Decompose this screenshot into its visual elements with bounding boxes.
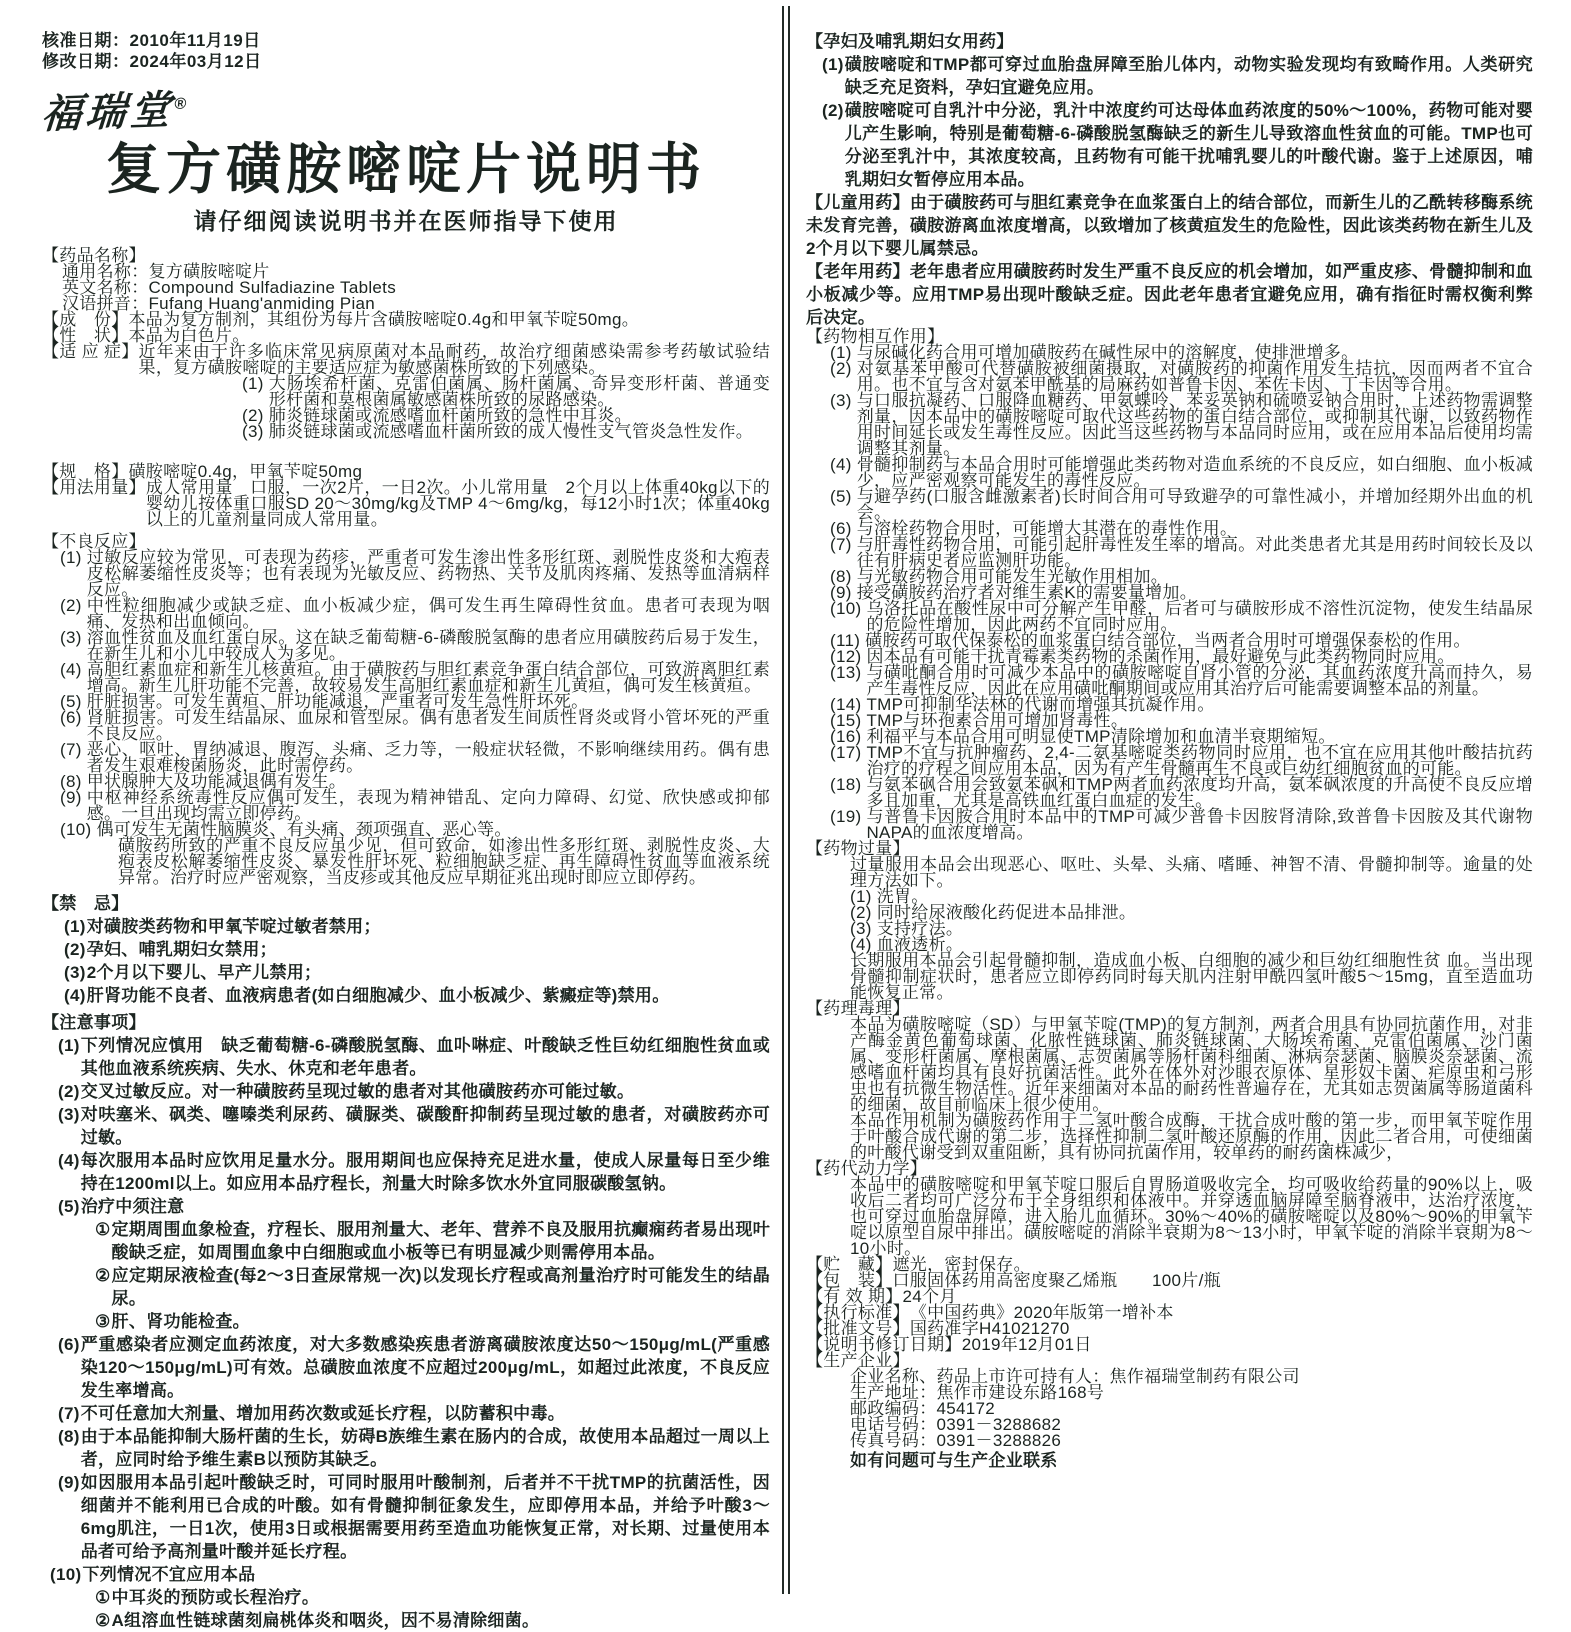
item-text: 利福平与本品合用可明显使TMP清除增加和血清半衰期缩短。	[866, 727, 1336, 746]
item-text: 国药准字H41021270	[909, 1319, 1070, 1338]
item-text: 偶可发生无菌性脑膜炎、有头痛、颈项强直、恶心等。	[96, 820, 512, 839]
item-text: 本品为白色片。	[128, 326, 250, 345]
list-item	[806, 53, 1533, 99]
paragraph	[806, 1177, 1533, 1257]
list-item	[42, 1218, 770, 1264]
item-marker: (10)	[60, 820, 92, 839]
item-text: 与尿碱化药合用可增加磺胺药在碱性尿中的溶解度，使排泄增多。	[856, 343, 1359, 362]
section-geriatric	[806, 260, 1533, 329]
item-text: 同时给尿液酸化药促进本品排泄。	[876, 903, 1137, 922]
item-text: 肺炎链球菌或流感嗜血杆菌所致的急性中耳炎。	[268, 406, 632, 425]
item-marker: (1)	[850, 887, 872, 906]
list-item	[806, 489, 1533, 521]
field-revision-date	[806, 1337, 1533, 1353]
item-text: 磺胺嘧啶可自乳汁中分泌，乳汁中浓度约可达母体血药浓度的50%～100%，药物可能对婴儿产生影响，特别是葡萄糖-6-磷酸脱氢酶缺乏的新生儿导致溶血性贫血的可能。TMP也可分泌至乳汁中，其浓度较高，且药物有可能干扰哺乳婴儿的叶酸代谢。鉴于上述原因，哺乳期妇女暂停应用本品。	[844, 101, 1533, 189]
item-marker: (10)	[830, 599, 862, 618]
item-text: 肾脏损害。可发生结晶尿、血尿和管型尿。偶有患者发生间质性肾炎或肾小管坏死的严重不良反应。	[86, 708, 770, 743]
item-marker: (6)	[58, 1335, 80, 1354]
item-text: 《中国药典》2020年版第一增补本	[909, 1303, 1174, 1322]
item-marker: (9)	[58, 1473, 80, 1492]
item-text: 磺胺药可取代保泰松的血浆蛋白结合部位，当两者合用时可增强保泰松的作用。	[865, 631, 1471, 650]
list-item	[806, 745, 1533, 777]
item-marker: (2)	[830, 359, 852, 378]
item-text: 溶血性贫血及血红蛋白尿。这在缺乏葡萄糖-6-磷酸脱氢酶的患者应用磺胺药后易于发生，在新生儿和小儿中较成人为多见。	[86, 628, 770, 663]
list-item	[42, 1103, 770, 1149]
item-text: 英文名称：Compound Sulfadiazine Tablets	[62, 278, 396, 297]
item-marker: (2)	[850, 903, 872, 922]
item-marker: (17)	[830, 743, 862, 762]
item-text: 不可任意加大剂量、增加用药次数或延长疗程，以防蓄积中毒。	[80, 1404, 566, 1423]
item-text: 高胆红素血症和新生儿核黄疸。由于磺胺药与胆红素竞争蛋白结合部位，可致游离胆红素增高。新生儿肝功能不完善，故较易发生高胆红素血症和新生儿黄疸，偶可发生核黄疸。	[86, 660, 770, 695]
section-label: 【老年用药】	[806, 262, 910, 281]
item-text: 交叉过敏反应。对一种磺胺药呈现过敏的患者对其他磺胺药亦可能过敏。	[80, 1082, 635, 1101]
item-text: 大肠埃希杆菌、克雷伯菌属、肠杆菌属、奇异变形杆菌、普通变形杆菌和莫根菌属敏感菌株所致的尿路感染。	[268, 374, 770, 409]
item-text: 与口服抗凝药、口服降血糖药、甲氨蝶呤、苯妥英钠和硫喷妥钠合用时，上述药物需调整剂量，因本品中的磺胺嘧啶可取代这些药物的蛋白结合部位，或抑制其代谢，以致药物作用时间延长或发生毒性反应。因此当这些药物与本品同时应用，或在应用本品后使用均需调整其剂量。	[856, 391, 1533, 458]
item-marker: (19)	[830, 807, 862, 826]
item-text: 血液透析。	[876, 935, 964, 954]
item-marker: (4)	[60, 660, 82, 679]
section-heading-precautions	[42, 1011, 770, 1034]
item-text: 下列情况不宜应用本品	[82, 1565, 256, 1584]
list-item	[42, 662, 770, 694]
right-sections	[806, 30, 1533, 1472]
column-divider-inner	[788, 6, 790, 1594]
right-column	[806, 30, 1533, 1472]
item-text: 本品中的磺胺嘧啶和甲氧苄啶口服后自胃肠道吸收完全，均可吸收给药量的90%以上，吸收后二者均可广泛分布于全身组织和体液中。并穿透血脑屏障至脑脊液中，达治疗浓度，也可穿过血胎盘屏障，进入胎儿血循环。30%～40%的磺胺嘧啶以及80%～90%的甲氧苄啶以原型自尿中排出。磺胺嘧啶的消除半衰期为8～13小时，甲氧苄啶的消除半衰期为8～10小时。	[850, 1175, 1533, 1258]
item-text: 生产地址：焦作市建设东路168号	[850, 1383, 1105, 1402]
item-text: 严重感染者应测定血药浓度，对大多数感染疾患者游离磺胺浓度达50～150μg/mL(严重感染120～150μg/mL)可有效。总磺胺血浓度不应超过200μg/mL，如超过此浓度，不良反应发生率增高。	[80, 1335, 770, 1400]
item-text: 近年来由于许多临床常见病原菌对本品耐药，故治疗细菌感染需参考药敏试验结果，复方磺胺嘧啶的主要适应症为敏感菌株所致的下列感染。	[138, 342, 770, 377]
item-marker: (8)	[830, 567, 852, 586]
paragraph	[806, 1017, 1533, 1113]
item-marker: ①	[95, 1588, 111, 1607]
list-item	[806, 99, 1533, 191]
field-dosage	[42, 480, 770, 528]
item-marker: (7)	[58, 1404, 80, 1423]
field-indications	[42, 344, 770, 376]
list-item	[42, 984, 770, 1007]
item-marker: (3)	[64, 963, 86, 982]
item-marker: (2)	[64, 940, 86, 959]
item-marker: (18)	[830, 775, 862, 794]
item-marker: (14)	[830, 695, 862, 714]
item-text: TMP与环孢素合用可增加肾毒性。	[866, 711, 1129, 730]
item-marker: (3)	[58, 1105, 80, 1124]
registered-trademark-icon: ®	[173, 95, 191, 113]
approval-date: 核准日期：2010年11月19日	[42, 31, 261, 50]
section-label: 【成 份】	[42, 310, 129, 329]
item-text: 本品作用机制为磺胺药作用于二氢叶酸合成酶，干扰合成叶酸的第一步，而甲氧苄啶作用于叶酸合成代谢的第二步，选择性抑制二氢叶酸还原酶的作用，因此二者合用，可使细菌的叶酸代谢受到双重阻断，具有协同抗菌作用，较单药的耐药菌株减少，	[850, 1111, 1533, 1162]
item-marker: (1)	[60, 548, 82, 567]
item-marker: ①	[95, 1220, 111, 1239]
list-item	[42, 630, 770, 662]
item-text: 与肝毒性药物合用，可能引起肝毒性发生率的增高。对此类患者尤其是用药时间较长及以往有肝病史者应监测肝功能。	[856, 535, 1533, 570]
item-text: 与氨苯砜合用会致氨苯砜和TMP两者血药浓度均升高，氨苯砜浓度的升高使不良反应增多且加重，尤其是高铁血红蛋白血症的发生。	[866, 775, 1533, 810]
item-marker: (9)	[60, 788, 82, 807]
list-item	[806, 601, 1533, 633]
item-text: 肝脏损害。可发生黄疸、肝功能减退，严重者可发生急性肝坏死。	[86, 692, 589, 711]
item-text: 企业名称、药品上市许可持有人：焦作福瑞堂制药有限公司	[850, 1367, 1300, 1386]
list-item	[42, 1149, 770, 1195]
list-item	[42, 1310, 770, 1333]
item-text: 由于本品能抑制大肠杆菌的生长，妨碍B族维生素在肠内的合成，故使用本品超过一周以上者，应同时给予维生素B以预防其缺乏。	[80, 1427, 770, 1469]
list-item	[42, 915, 770, 938]
item-marker: (3)	[60, 628, 82, 647]
item-text: TMP可抑制华法林的代谢而增强其抗凝作用。	[866, 695, 1215, 714]
section-heading-text: 【孕妇及哺乳期妇女用药】	[806, 32, 1014, 51]
item-text: 甲状腺肿大及功能减退偶有发生。	[86, 772, 347, 791]
item-marker: (1)	[242, 374, 264, 393]
list-item	[42, 376, 770, 408]
item-marker: ②	[95, 1266, 111, 1285]
section-heading-text: 【禁 忌】	[42, 894, 129, 913]
list-item	[806, 665, 1533, 697]
list-item	[42, 1586, 770, 1609]
item-text: 2019年12月01日	[961, 1335, 1092, 1354]
item-text: 如因服用本品引起叶酸缺乏时，可同时服用叶酸制剂，后者并不干扰TMP的抗菌活性，因细菌并不能利用已合成的叶酸。如有骨髓抑制征象发生，应即停用本品，并给予叶酸3～6mg肌注，一日1次，使用3日或根据需要用药至造血功能恢复正常，对长期、过量使用本品者可给予高剂量叶酸并延长疗程。	[80, 1473, 770, 1561]
list-item	[806, 809, 1533, 841]
item-text: 乌洛托品在酸性尿中可分解产生甲醛，后者可与磺胺形成不溶性沉淀物，使发生结晶尿的危险性增加，因此两药不宜同时应用。	[866, 599, 1533, 634]
item-marker: (3)	[242, 422, 264, 441]
item-text: 恶心、呕吐、胃纳减退、腹泻、头痛、乏力等，一般症状轻微，不影响继续用药。偶有患者发生艰难梭菌肠炎，此时需停药。	[86, 740, 770, 775]
page-title: 复方磺胺嘧啶片说明书	[105, 139, 706, 200]
item-text: 汉语拼音：Fufang Huang'anmiding Pian	[62, 294, 376, 313]
item-marker: (7)	[830, 535, 852, 554]
section-label: 【适 应 症】	[42, 342, 139, 361]
item-text: 支持疗法。	[876, 919, 964, 938]
item-text: 孕妇、哺乳期妇女禁用；	[86, 940, 277, 959]
list-item	[42, 790, 770, 822]
section-heading-text: 【药理毒理】	[806, 999, 910, 1018]
item-marker: (8)	[60, 772, 82, 791]
list-item	[806, 393, 1533, 457]
section-label: 【性 状】	[42, 326, 129, 345]
paragraph	[42, 838, 770, 886]
section-label: 【规 格】	[42, 462, 129, 481]
item-marker: (9)	[830, 583, 852, 602]
item-marker: (10)	[50, 1565, 82, 1584]
item-text: 过量服用本品会出现恶心、呕吐、头晕、头痛、嗜睡、神智不清、骨髓抑制等。逾量的处理方法如下。	[850, 855, 1533, 890]
section-heading-pregnancy	[806, 30, 1533, 53]
list-item	[42, 1425, 770, 1471]
list-item	[42, 1333, 770, 1402]
section-label: 【执行标准】	[806, 1303, 910, 1322]
item-text: 过敏反应较为常见，可表现为药疹，严重者可发生渗出性多形红斑、剥脱性皮炎和大疱表皮松解萎缩性皮炎等；也有表现为光敏反应、药物热、关节及肌肉疼痛、发热等血清病样反应。	[86, 548, 770, 599]
column-divider-outer	[782, 6, 784, 1594]
item-text: 应定期尿液检查(每2～3日查尿常规一次)以发现长疗程或高剂量治疗时可能发生的结晶尿。	[111, 1266, 770, 1308]
item-marker: (5)	[60, 692, 82, 711]
item-text: TMP不宜与抗肿瘤药、2,4-二氨基嘧啶类药物同时应用，也不宜在应用其他叶酸拮抗药治疗的疗程之间应用本品，因为有产生骨髓再生不良或巨幼红细胞贫血的可能。	[866, 743, 1533, 778]
item-marker: (6)	[830, 519, 852, 538]
section-label: 【批准文号】	[806, 1319, 910, 1338]
item-marker: (8)	[58, 1427, 80, 1446]
list-item	[42, 1264, 770, 1310]
item-marker: (6)	[60, 708, 82, 727]
item-text: 与普鲁卡因胺合用时本品中的TMP可减少普鲁卡因胺肾清除,致普鲁卡因胺及其代谢物NAPA的血浓度增高。	[866, 807, 1533, 842]
modified-date: 修改日期：2024年03月12日	[42, 52, 262, 71]
item-text: 与光敏药物合用可能发生光敏作用相加。	[856, 567, 1169, 586]
item-text: 本品为复方制剂，其组份为每片含磺胺嘧啶0.4g和甲氧苄啶50mg。	[128, 310, 640, 329]
item-text: 磺胺嘧啶和TMP都可穿过血胎盘屏障至胎儿体内，动物实验发现均有致畸作用。人类研究缺乏充足资料，孕妇宜避免应用。	[844, 55, 1533, 97]
list-item	[42, 742, 770, 774]
item-text: 老年患者应用磺胺药时发生严重不良反应的机会增加，如严重皮疹、骨髓抑制和血小板减少等。应用TMP易出现叶酸缺乏症。因此老年患者宜避免应用，确有指征时需权衡利弊后决定。	[806, 262, 1533, 327]
item-text: 遮光，密封保存。	[892, 1255, 1031, 1274]
item-text: 肝肾功能不良者、血液病患者(如白细胞减少、血小板减少、紫癜症等)禁用。	[86, 986, 670, 1005]
item-text: 通用名称：复方磺胺嘧啶片	[62, 262, 270, 281]
list-item	[42, 938, 770, 961]
item-text: 成人常用量 口服，一次2片，一日2次。小儿常用量 2个月以上体重40kg以下的婴幼儿按体重口服SD 20～30mg/kg及TMP 4～6mg/kg，每12小时1次；体重40kg以上的儿童剂量同成人常用量。	[145, 478, 770, 529]
section-label: 【儿童用药】	[806, 193, 910, 212]
list-item	[42, 1609, 770, 1632]
section-heading-contraindications	[42, 892, 770, 915]
item-text: 24个月	[902, 1287, 957, 1306]
item-text: 口服固体药用高密度聚乙烯瓶 100片/瓶	[892, 1271, 1221, 1290]
item-text: 接受磺胺药治疗者对维生素K的需要量增加。	[856, 583, 1198, 602]
list-item	[806, 457, 1533, 489]
item-marker: ③	[95, 1312, 111, 1331]
item-marker: (13)	[830, 663, 862, 682]
section-label: 【贮 藏】	[806, 1255, 893, 1274]
item-marker: (11)	[830, 631, 861, 650]
section-label: 【有 效 期】	[806, 1287, 903, 1306]
item-marker: ②	[95, 1611, 111, 1630]
item-text: 下列情况应慎用 缺乏葡萄糖-6-磷酸脱氢酶、血卟啉症、叶酸缺乏性巨幼红细胞性贫血或其他血液系统疾病、失水、休克和老年患者。	[80, 1036, 770, 1078]
item-marker: (4)	[830, 455, 852, 474]
item-text: 电话号码：0391－3288682	[850, 1415, 1062, 1434]
item-marker: (16)	[830, 727, 862, 746]
list-item	[42, 1563, 770, 1586]
item-text: 治疗中须注意	[80, 1197, 185, 1216]
item-marker: (4)	[64, 986, 86, 1005]
list-item	[806, 537, 1533, 569]
manufacturer-fax	[806, 1433, 1533, 1449]
item-text: 洗胃。	[876, 887, 929, 906]
item-text: 肺炎链球菌或流感嗜血杆菌所致的成人慢性支气管炎急性发作。	[268, 422, 754, 441]
section-label: 【包 装】	[806, 1271, 893, 1290]
item-text: 对氨基苯甲酸可代替磺胺被细菌摄取，对磺胺药的抑菌作用发生拮抗，因而两者不宜合用。也不宜与含对氨苯甲酰基的局麻药如普鲁卡因、苯佐卡因、丁卡因等合用。	[856, 359, 1533, 394]
item-marker: (1)	[822, 55, 844, 74]
section-heading-text: 【生产企业】	[806, 1351, 910, 1370]
item-text: 邮政编码：454172	[850, 1399, 996, 1418]
list-item	[42, 1080, 770, 1103]
item-marker: (1)	[64, 917, 86, 936]
item-text: 中性粒细胞减少或缺乏症、血小板减少症，偶可发生再生障碍性贫血。患者可表现为咽痛、发热和出血倾向。	[86, 596, 770, 631]
item-marker: (3)	[850, 919, 872, 938]
item-marker: (1)	[58, 1036, 80, 1055]
list-item	[42, 1402, 770, 1425]
item-text: 每次服用本品时应饮用足量水分。服用期间也应保持充足进水量，使成人尿量每日至少维持在1200ml以上。如应用本品疗程长，剂量大时除多饮水外宜同服碳酸氢钠。	[80, 1151, 770, 1193]
item-marker: (2)	[58, 1082, 80, 1101]
section-heading-text: 【不良反应】	[42, 532, 146, 551]
section-heading-text: 【药代动力学】	[806, 1159, 928, 1178]
item-text: 由于磺胺药可与胆红素竞争在血浆蛋白上的结合部位，而新生儿的乙酰转移酶系统未发育完善，磺胺游离血浓度增高，以致增加了核黄疸发生的危险性，因此该类药物在新生儿及2个月以下婴儿属禁忌。	[806, 193, 1533, 258]
list-item	[42, 550, 770, 598]
item-marker: (2)	[60, 596, 82, 615]
item-marker: (4)	[850, 935, 872, 954]
item-text: 磺胺药所致的严重不良反应虽少见，但可致命，如渗出性多形红斑、剥脱性皮炎、大疱表皮松解萎缩性皮炎、暴发性肝坏死、粒细胞缺乏症、再生障碍性贫血等血液系统异常。治疗时应严密观察，当皮疹或其他反应早期征兆出现时即应立即停药。	[118, 836, 770, 887]
section-heading-text: 【药物过量】	[806, 839, 910, 858]
section-label: 【说明书修订日期】	[806, 1335, 962, 1354]
item-text: 对磺胺类药物和甲氧苄啶过敏者禁用；	[86, 917, 381, 936]
item-text: 与避孕药(口服含雌激素者)长时间合用可导致避孕的可靠性减小，并增加经期外出血的机会。	[856, 487, 1533, 522]
list-item	[42, 1034, 770, 1080]
item-text: 2个月以下婴儿、早产儿禁用；	[86, 963, 322, 982]
brand-logo	[39, 84, 770, 138]
item-marker: (7)	[60, 740, 82, 759]
item-marker: (2)	[822, 101, 844, 120]
left-sections	[42, 248, 770, 1632]
item-text: 骨髓抑制药与本品合用时可能增强此类药物对造血系统的不良反应，如白细胞、血小板减少，应严密观察可能发生的毒性反应。	[856, 455, 1533, 490]
section-heading-text: 【注意事项】	[42, 1013, 146, 1032]
item-text: 因本品有可能干扰青霉素类药物的杀菌作用，最好避免与此类药物同时应用。	[866, 647, 1455, 666]
page-subtitle: 请仔细阅读说明书并在医师指导下使用	[193, 208, 619, 234]
item-marker: (5)	[58, 1197, 80, 1216]
item-marker: (2)	[242, 406, 264, 425]
section-label: 【用法用量】	[42, 478, 146, 497]
item-text: 长期服用本品会引起骨髓抑制，造成血小板、白细胞的减少和巨幼红细胞性贫 血。当出现骨髓抑制症状时，患者应立即停药同时每天肌内注射甲酰四氢叶酸5～15mg，直至造血功能恢复正常。	[850, 951, 1533, 1002]
list-item	[42, 424, 770, 440]
item-marker: (15)	[830, 711, 862, 730]
item-text: 与磺吡酮合用时可减少本品中的磺胺嘧啶自肾小管的分泌，其血药浓度升高而持久，易产生毒性反应，因此在应用磺吡酮期间或应用其治疗后可能需要调整本品的剂量。	[866, 663, 1533, 698]
list-item	[42, 1195, 770, 1218]
item-marker: (12)	[830, 647, 862, 666]
section-heading-text: 【药品名称】	[42, 246, 146, 265]
left-column	[39, 30, 770, 1632]
list-item	[42, 1471, 770, 1563]
list-item	[806, 361, 1533, 393]
paragraph	[806, 1113, 1533, 1161]
item-text: 传真号码：0391－3288826	[850, 1431, 1062, 1450]
item-text: 定期周围血象检查，疗程长、服用剂量大、老年、营养不良及服用抗癫痫药者易出现叶酸缺乏症，如周围血象中白细胞或血小板等已有明显减少则需停用本品。	[111, 1220, 770, 1262]
paragraph	[806, 953, 1533, 1001]
item-text: A组溶血性链球菌刻扁桃体炎和咽炎，因不易清除细菌。	[111, 1611, 540, 1630]
section-heading-text: 【药物相互作用】	[806, 327, 945, 346]
list-item	[42, 961, 770, 984]
item-text: 中耳炎的预防或长程治疗。	[111, 1588, 320, 1607]
list-item	[42, 598, 770, 630]
item-text: 本品为磺胺嘧啶（SD）与甲氧苄啶(TMP)的复方制剂，两者合用具有协同抗菌作用，对非产酶金黄色葡萄球菌、化脓性链球菌、肺炎链球菌、大肠埃希菌、克雷伯菌属、沙门菌属、变形杆菌属、摩根菌属、志贺菌属等肠杆菌科细菌、淋病奈瑟菌、脑膜炎奈瑟菌、流感嗜血杆菌均具有良好抗菌活性。此外在体外对沙眼衣原体、星形奴卡菌、疟原虫和弓形虫也有抗微生物活性。近年来细菌对本品的耐药性普遍存在，尤其如志贺菌属等肠道菌科的细菌，故目前临床上很少使用。	[850, 1015, 1533, 1114]
contact-note	[806, 1449, 1533, 1472]
section-pediatric	[806, 191, 1533, 260]
item-text: 磺胺嘧啶0.4g，甲氧苄啶50mg	[128, 462, 363, 481]
list-item	[42, 710, 770, 742]
item-marker: (5)	[830, 487, 852, 506]
item-marker: (3)	[830, 391, 852, 410]
item-text: 对呋塞米、砜类、噻嗪类利尿药、磺脲类、碳酸酐抑制药呈现过敏的患者，对磺胺药亦可过敏。	[80, 1105, 770, 1147]
item-text: 如有问题可与生产企业联系	[850, 1451, 1058, 1470]
paragraph	[806, 857, 1533, 889]
item-text: 肝、肾功能检查。	[111, 1312, 250, 1331]
list-item	[806, 777, 1533, 809]
item-text: 中枢神经系统毒性反应偶可发生，表现为精神错乱、定向力障碍、幻觉、欣快感或抑郁感。一旦出现均需立即停药。	[86, 788, 770, 823]
brand-logo-text: 福瑞堂®	[39, 86, 191, 138]
item-marker: (4)	[58, 1151, 80, 1170]
item-marker: (1)	[830, 343, 852, 362]
item-text: 与溶栓药物合用时，可能增大其潜在的毒性作用。	[856, 519, 1238, 538]
